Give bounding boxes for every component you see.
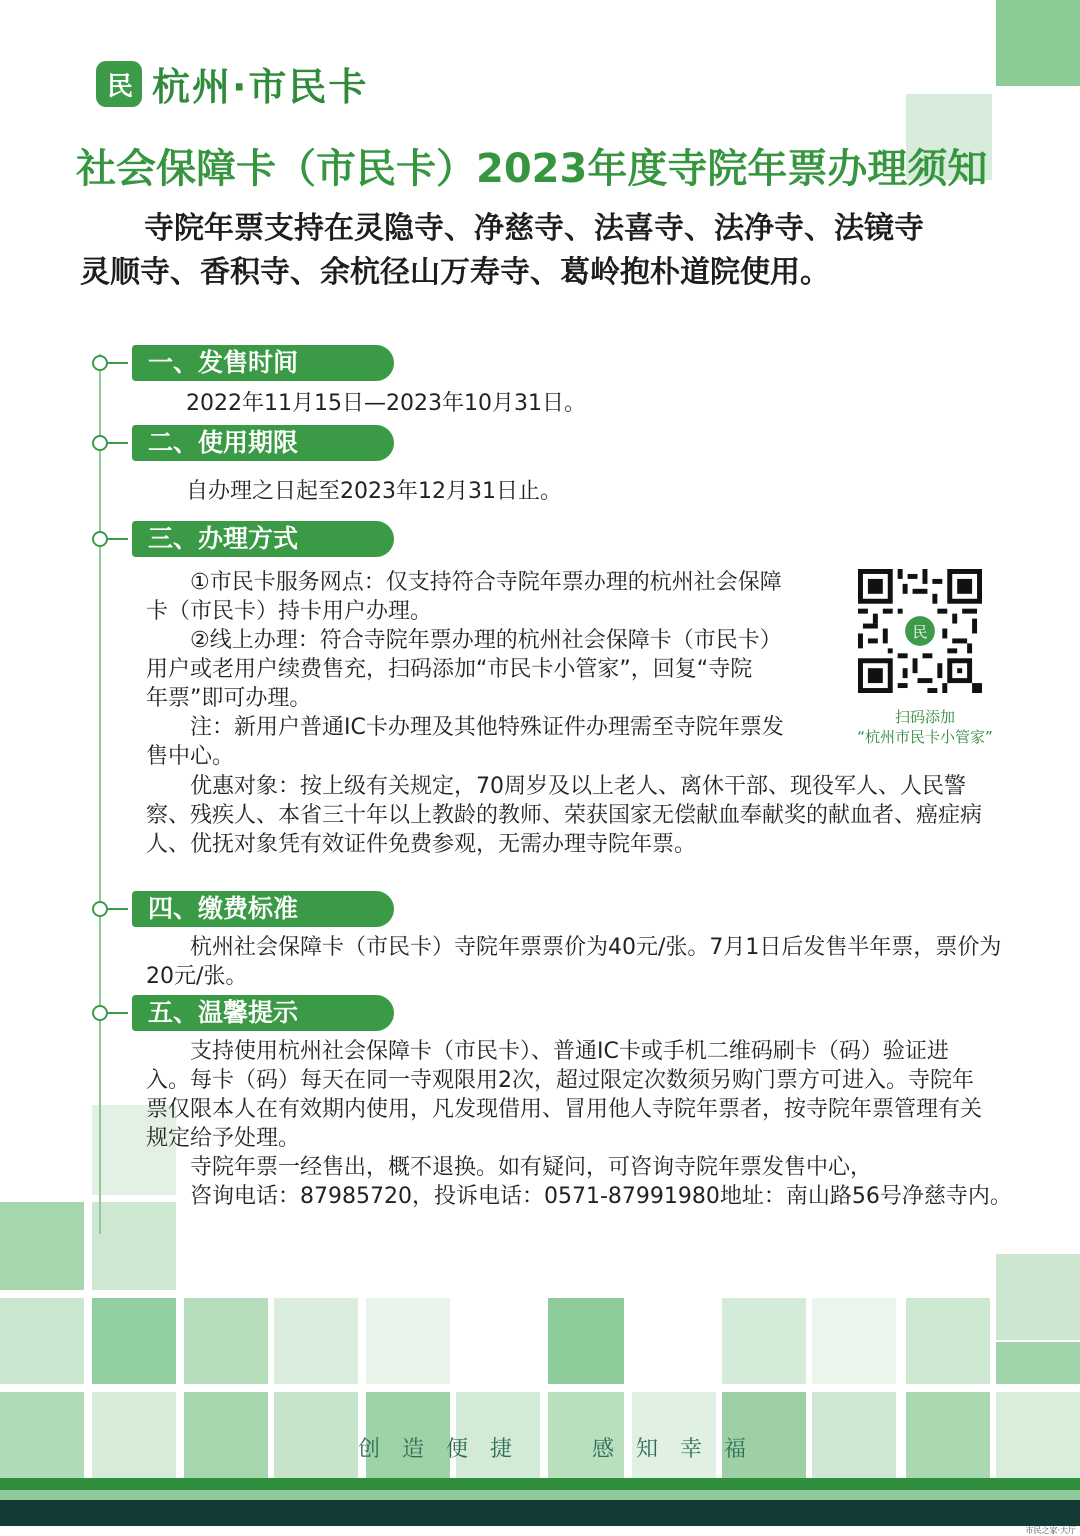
- timeline-node: [92, 1005, 108, 1021]
- timeline-node: [92, 355, 108, 371]
- qr-caption-line: 扫码添加: [894, 708, 955, 726]
- paragraph-line: 20元/张。: [146, 964, 248, 989]
- paragraph-line: 察、残疾人、本省三十年以上教龄的教师、荣获国家无偿献血奉献奖的献血者、癌症病: [146, 803, 983, 828]
- deco-square: [0, 1392, 84, 1478]
- logo: [96, 56, 368, 111]
- section-heading-validity: 二、使用期限: [132, 425, 394, 461]
- validity-text: 自办理之日起至2023年12月31日止。: [186, 479, 562, 504]
- deco-square: [906, 1392, 990, 1478]
- deco-square: [274, 1298, 358, 1384]
- footer-band: [0, 1478, 1080, 1490]
- timeline-node: [92, 531, 108, 547]
- deco-square: [274, 1392, 358, 1478]
- timeline-node: [92, 901, 108, 917]
- deco-square: [92, 1298, 176, 1384]
- svg-text:民: 民: [912, 622, 928, 641]
- section-heading-method: 三、办理方式: [132, 521, 394, 557]
- section-heading-tips: 五、温馨提示: [132, 995, 394, 1031]
- deco-square: [184, 1392, 268, 1478]
- fee-text: [146, 933, 1036, 991]
- paragraph-line: 人、优抚对象凭有效证件免费参观，无需办理寺院年票。: [146, 832, 697, 857]
- intro-line: 寺院年票支持在灵隐寺、净慈寺、法喜寺、法净寺、法镜寺: [144, 211, 924, 246]
- deco-square: [92, 1202, 176, 1290]
- paragraph-line: 售中心。: [146, 744, 235, 769]
- timeline-node: [92, 435, 108, 451]
- paragraph-line: 支持使用杭州社会保障卡（市民卡）、普通IC卡或手机二维码刷卡（码）验证进: [190, 1039, 949, 1064]
- paragraph-line: 杭州社会保障卡（市民卡）寺院年票票价为40元/张。7月1日后发售半年票，票价为: [190, 935, 1002, 960]
- paragraph-line: 规定给予处理。: [146, 1126, 301, 1151]
- timeline-line: [99, 354, 101, 1234]
- intro: [80, 207, 1040, 295]
- method-text: [146, 568, 836, 771]
- paragraph-line: 入。每卡（码）每天在同一寺观限用2次，超过限定次数须另购门票方可进入。寺院年: [146, 1068, 974, 1093]
- footer-band: [0, 1490, 1080, 1500]
- paragraph-line: ②线上办理：符合寺院年票办理的杭州社会保障卡（市民卡）: [190, 628, 782, 653]
- citizen-card-logo-icon: 民: [96, 61, 142, 107]
- deco-square: [548, 1298, 624, 1384]
- paragraph-line: ①市民卡服务网点：仅支持符合寺院年票办理的杭州社会保障: [190, 570, 782, 595]
- deco-square: [184, 1298, 268, 1384]
- paragraph-line: 寺院年票一经售出，概不退换。如有疑问，可咨询寺院年票发售中心，: [190, 1155, 873, 1180]
- paragraph-line: 卡（市民卡）持卡用户办理。: [146, 599, 433, 624]
- paragraph-line: 年票”即可办理。: [146, 686, 312, 711]
- deco-square: [0, 1298, 84, 1384]
- qr-code[interactable]: [858, 569, 982, 693]
- deco-square: [996, 1254, 1080, 1340]
- paragraph-line: 优惠对象：按上级有关规定，70周岁及以上老人、离休干部、现役军人、人民警: [190, 774, 966, 799]
- qr-caption: [840, 707, 1010, 747]
- paragraph-line: 用户或老用户续费售充，扫码添加“市民卡小管家”，回复“寺院: [146, 657, 753, 682]
- deco-square: [906, 1298, 990, 1384]
- paragraph-line: 票仅限本人在有效期内使用，凡发现借用、冒用他人寺院年票者，按寺院年票管理有关: [146, 1097, 983, 1122]
- deco-square: [812, 1298, 896, 1384]
- logo-text: 杭州·市民卡: [152, 65, 369, 109]
- paragraph-line: 咨询电话：87985720，投诉电话：0571-87991980地址：南山路56号净慈寺内。: [190, 1184, 1012, 1209]
- deco-square: [722, 1298, 806, 1384]
- page-title: 社会保障卡（市民卡）2023年度寺院年票办理须知: [76, 146, 988, 192]
- section-heading-sale-time: 一、发售时间: [132, 345, 394, 381]
- slogan: 创造便捷 感知幸福: [358, 1437, 768, 1462]
- deco-square: [996, 1342, 1080, 1384]
- sale-time-text: 2022年11月15日—2023年10月31日。: [186, 391, 586, 416]
- paragraph-line: 注：新用户普通IC卡办理及其他特殊证件办理需至寺院年票发: [190, 715, 784, 740]
- discount-text: [146, 772, 1036, 859]
- deco-square: [996, 0, 1080, 86]
- deco-square: [92, 1392, 176, 1478]
- intro-line: 灵顺寺、香积寺、余杭径山万寿寺、葛岭抱朴道院使用。: [80, 255, 830, 290]
- footer-band: [0, 1500, 1080, 1526]
- deco-square: [0, 1202, 84, 1290]
- deco-square: [812, 1392, 896, 1478]
- section-heading-fee: 四、缴费标准: [132, 891, 394, 927]
- tips-text: [146, 1037, 1036, 1211]
- footer-watermark: 市民之家·大厅: [1025, 1526, 1076, 1535]
- qr-caption-line: “杭州市民卡小管家”: [857, 728, 993, 746]
- deco-square: [996, 1392, 1080, 1478]
- deco-square: [366, 1298, 450, 1384]
